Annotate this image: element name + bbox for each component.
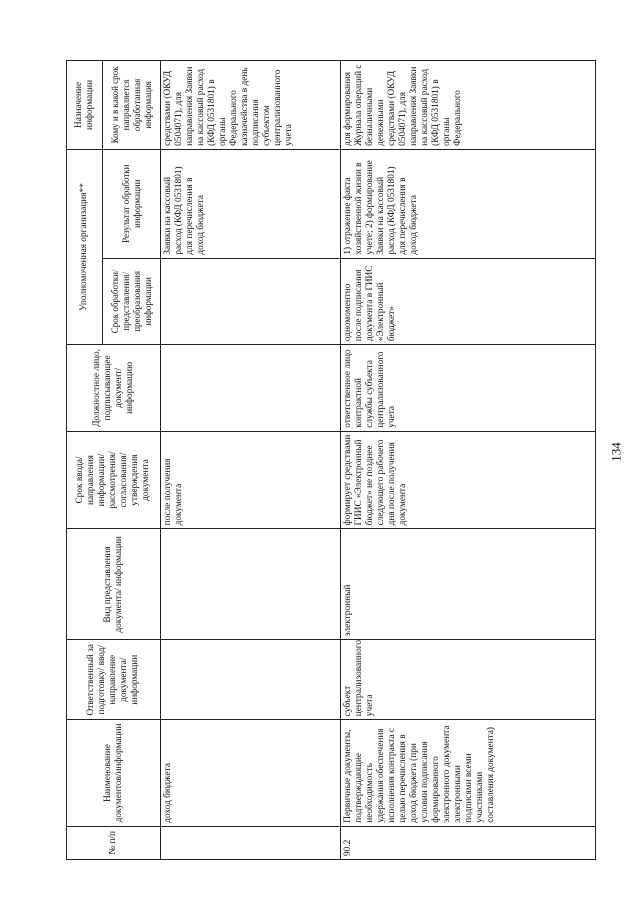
document-table — [66, 60, 596, 860]
cell-purpose: средствами (ОКУД 0504071), для направления Заявки на кассовый расход (КФД 0531801) в органы Федерального казначейства в день подписания субъектом централизованного учета — [161, 61, 341, 150]
rotated-table-wrapper — [66, 60, 596, 860]
cell-official: ответственное лицо контрактной службы субъекта централизованного учета — [341, 345, 596, 432]
header-name: Наименование документов/информации — [67, 720, 161, 827]
cell-responsible: субъект централизованного учета — [341, 640, 596, 720]
header-responsible: Ответственный за подготовку/ ввод/ направление документа/ информации — [67, 640, 161, 720]
cell-name: доход бюджета — [161, 720, 341, 827]
page-number: 134 — [608, 442, 623, 462]
cell-deadline: после получения документа — [161, 431, 341, 529]
cell-purpose: для формирования Журнала операций с безналичными денежными средствами (ОКУД 0504071), для направления Заявки на кассовый расход (КФД 0531801) в органы Федерального — [341, 61, 596, 150]
cell-responsible — [161, 640, 341, 720]
cell-official — [161, 345, 341, 432]
cell-view — [161, 529, 341, 640]
cell-view: электронный — [341, 529, 596, 640]
cell-auth-term: одномоментно после подписания документа в ГИИС «Электронный бюджет» — [341, 258, 596, 345]
header-num: № п/п — [67, 826, 161, 859]
header-recipient: Кому и в какой срок направляется обработанная информация — [103, 61, 161, 150]
cell-name: Первичные документы, подтверждающие необходимость удержания обеспечения исполнения контракта с целью перечисления в доход бюджета (при условии подписания формированного электронного документа электронными подписями всеми участниками составления документа) — [341, 720, 596, 827]
table-row — [161, 61, 341, 860]
cell-auth-term — [161, 258, 341, 345]
header-view: Вид представления документа/ информации — [67, 529, 161, 640]
cell-deadline: формирует средствами ГИИС «Электронный бюджет» не позднее следующего рабочего дня после получения документа — [341, 431, 596, 529]
header-deadline: Срок ввода/ направления информации/ рассмотрения/ согласования/ утверждения документа — [67, 431, 161, 529]
header-purpose: Назначение информации — [67, 61, 103, 150]
header-auth-result: Результат обработки информации — [103, 149, 161, 258]
table-row — [341, 61, 596, 860]
cell-num: 90.2 — [341, 826, 596, 859]
cell-auth-result: Заявки на кассовый расход (КФД 0531801) для перечисления в доход бюджета — [161, 149, 341, 258]
header-authorized: Уполномоченная организация** — [67, 149, 103, 344]
cell-auth-result: 1) отражение факта хозяйственной жизни в учете; 2) формирование Заявки на кассовый расход (КФД 0531801) для перечисления в доход бюджета — [341, 149, 596, 258]
header-auth-term: Срок обработки/ представления/ преобразования информации — [103, 258, 161, 345]
cell-num — [161, 826, 341, 859]
header-official: Должностное лицо, подписывающее документ/ информацию — [67, 345, 161, 432]
